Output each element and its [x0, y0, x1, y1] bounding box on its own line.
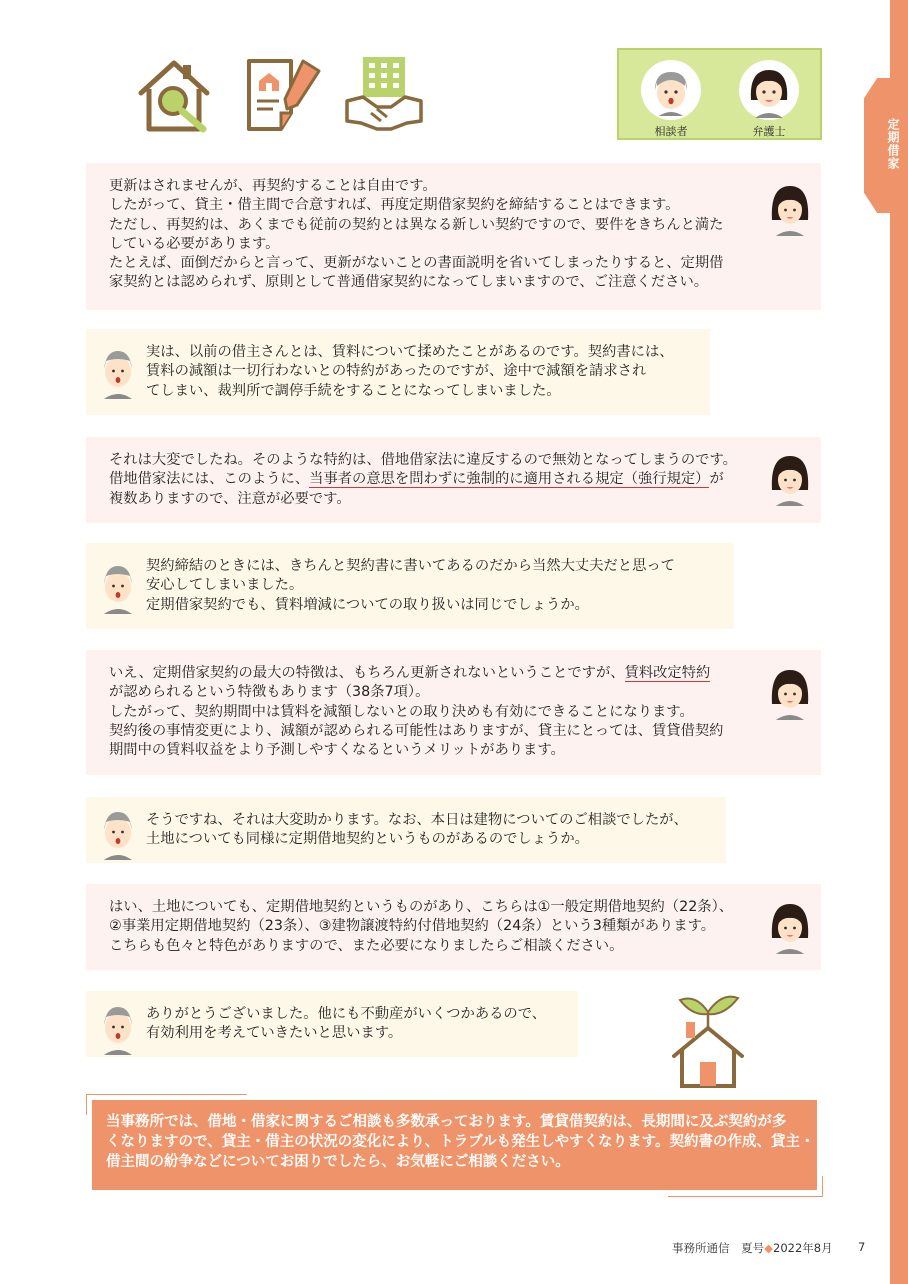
building-handshake-icon: [345, 55, 423, 135]
client-avatar-icon: [94, 560, 142, 614]
bubble-line: 安心してしまいました。: [146, 577, 304, 594]
client-bubble-4: [86, 991, 578, 1057]
bubble-line: 定期借家契約でも、賃料増減についての取り扱いは同じでしょうか。: [146, 596, 589, 613]
notice-line: くなりますので、貸主・借主の状況の変化により、トラブルも発生しやすくなります。契約書の作成、貸主・: [106, 1134, 815, 1150]
bubble-line: 実は、以前の借主さんとは、賃料について揉めたことがあるのです。契約書には、: [146, 344, 674, 360]
lawyer-avatar-icon: [766, 900, 814, 954]
notice-line: 当事務所では、借地・借家に関するご相談も多数承っております。賃貸借契約は、長期間に及ぶ契約が多: [106, 1114, 787, 1130]
bubble-line: たとえば、面倒だからと言って、更新がないことの書面説明を省いてしまったりすると、定期借: [109, 255, 724, 272]
bubble-line: 家契約とは認められず、原則として普通借家契約になってしまいますので、ご注意ください。: [109, 274, 709, 291]
lawyer-avatar-icon: [739, 60, 799, 120]
lawyer-avatar-icon: [766, 452, 814, 506]
text-segment: 借地借家法には、このように、: [109, 471, 310, 488]
lawyer-label: 弁護士: [752, 125, 786, 138]
house-search-icon: [135, 55, 213, 135]
client-label: 相談者: [654, 125, 688, 138]
bubble-line: 契約後の事情変更により、減額が認められる可能性はありますが、貸主にとっては、賃貸借契約: [109, 722, 724, 739]
client-portrait: [641, 60, 701, 120]
bubble-line: 賃料の減額は一切行わないとの特約があったのですが、途中で減額を請求され: [146, 363, 647, 380]
lawyer-bubble-3: [86, 650, 821, 775]
bubble-line: こちらも色々と特色がありますので、また必要になりましたらご相談ください。: [109, 937, 624, 954]
bubble-line: 土地についても同様に定期借地契約というものがあるのでしょうか。: [146, 831, 589, 848]
footer-season: 夏号: [741, 1241, 765, 1255]
lawyer-bubble-2: [86, 437, 821, 523]
bubble-line: している必要があります。: [109, 235, 280, 252]
bubble-line: ただし、再契約は、あくまでも従前の契約とは異なる新しい契約ですので、要件をきちんと満た: [109, 216, 724, 233]
footer-info: [672, 1240, 833, 1256]
lawyer-bubble-4: [86, 884, 821, 970]
footer-newsletter: 事務所通信: [672, 1241, 730, 1255]
speakers-legend: [617, 48, 822, 140]
lawyer-avatar-icon: [766, 666, 814, 720]
bubble-line: したがって、貸主・借主間で合意すれば、再度定期借家契約を締結することはできます。: [109, 197, 680, 214]
lawyer-avatar-icon: [766, 182, 814, 236]
bubble-line: [109, 664, 821, 683]
side-tab-label: 定期借家: [886, 118, 900, 170]
bubble-line: 期間中の賃料収益をより予測しやすくなるというメリットがあります。: [109, 742, 565, 759]
house-sprout-icon: [668, 990, 748, 1090]
client-bubble-3: [86, 797, 726, 863]
bubble-line: 複数ありますので、注意が必要です。: [109, 490, 351, 507]
client-avatar-icon: [641, 60, 701, 120]
bubble-line: はい、土地についても、定期借地契約というものがあり、こちらは①一般定期借地契約（22条）、: [109, 899, 734, 915]
notice-corner-bottom-right: [668, 1176, 823, 1197]
lawyer-portrait: [739, 60, 799, 120]
bubble-line: したがって、契約期間中は賃料を減額しないとの取り決めも有効にできることになります。: [109, 703, 694, 720]
lawyer-bubble-1: [86, 163, 821, 310]
text-segment: が: [709, 471, 724, 488]
diamond-icon: ◆: [764, 1241, 774, 1255]
client-bubble-2: [86, 543, 734, 629]
bubble-line: 有効利用を考えていきたいと思います。: [146, 1025, 403, 1042]
footer-date: 2022年8月: [773, 1241, 833, 1255]
bubble-line: が認められるという特徴もあります（38条7項）。: [109, 684, 430, 701]
underlined-text: 賃料改定特約: [624, 665, 711, 681]
client-avatar-icon: [94, 806, 142, 860]
bubble-line: 更新はされませんが、再契約することは自由です。: [109, 178, 437, 194]
bubble-line: そうですね、それは大変助かります。なお、本日は建物についてのご相談でしたが、: [146, 812, 688, 828]
text-segment: いえ、定期借家契約の最大の特徴は、もちろん更新されないということですが、: [109, 665, 625, 681]
notice-line: 借主間の紛争などについてお困りでしたら、お気軽にご相談ください。: [106, 1154, 570, 1170]
bubble-line: ありがとうございました。他にも不動産がいくつかあるので、: [146, 1006, 547, 1022]
contract-pen-icon: [245, 55, 323, 135]
client-avatar-icon: [94, 345, 142, 399]
bubble-line: それは大変でしたね。そのような特約は、借地借家法に違反するので無効となってしまうのです。: [109, 452, 737, 468]
underlined-text: 当事者の意思を問わずに強制的に適用される規定（強行規定）: [309, 471, 710, 488]
bubble-line: [109, 470, 821, 489]
bubble-line: てしまい、裁判所で調停手続をすることになってしまいました。: [146, 382, 561, 399]
client-bubble-1: [86, 329, 710, 415]
bubble-line: 契約締結のときには、きちんと契約書に書いてあるのだから当然大丈夫だと思って: [146, 558, 675, 574]
page-number: 7: [858, 1240, 866, 1254]
client-avatar-icon: [94, 1001, 142, 1055]
bubble-line: ②事業用定期借地契約（23条）、③建物譲渡特約付借地契約（24条）という3種類があります。: [109, 918, 716, 935]
